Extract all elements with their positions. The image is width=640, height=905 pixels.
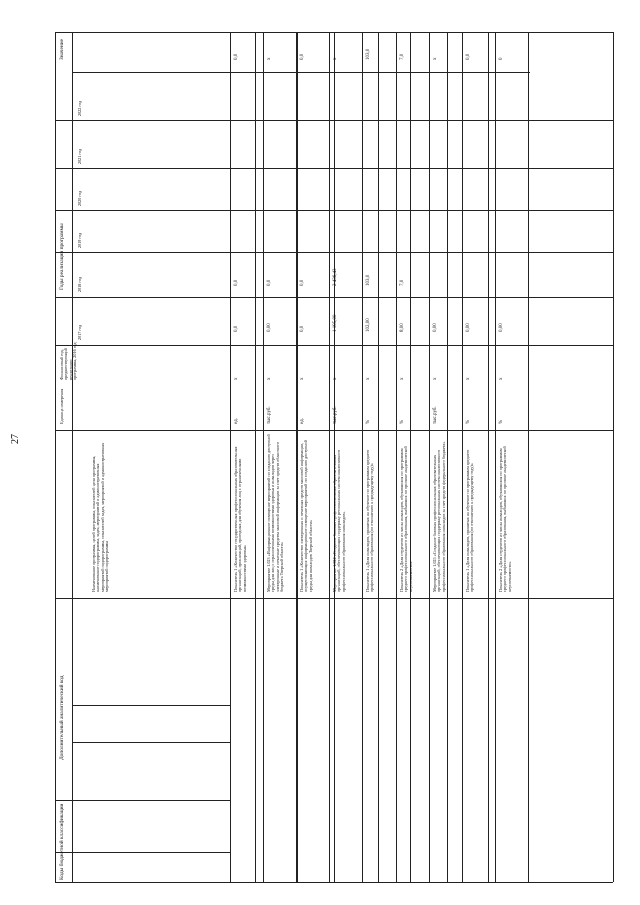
year-2019-header: 2019 год xyxy=(77,232,82,248)
row-text: Мероприятие 1.024 «Создание базовых профессиональных образовательных организаций, обеспечивающих поддержку региональных систем инклюзивного профессионального образования инвалидов» xyxy=(332,449,347,592)
row-target: 0,0 xyxy=(300,53,306,60)
row-line xyxy=(55,598,613,599)
row-separator xyxy=(263,32,264,882)
row-line xyxy=(55,168,613,169)
row-2018: 0,0 xyxy=(234,279,239,286)
row-unit: ед. xyxy=(234,418,239,424)
row-target: 0,0 xyxy=(465,53,471,60)
row-text: Мероприятие 1.023 «Информационное освещение мероприятий по созданию доступной среды для лиц с ограниченными возможностями здоровья и инвалидов через электронные и печатные средства массовой информации за счет средств областного бюджета Тверской области» xyxy=(266,434,285,592)
row-target: 0 xyxy=(498,57,504,60)
row-separator xyxy=(230,32,231,882)
row-2017: 102,00 xyxy=(366,318,372,332)
page-number: 27 xyxy=(10,434,21,444)
row-fin: x xyxy=(498,377,504,380)
row-text: Показатель 1 «Доля инвалидов, принятых на обучение по программам среднего профессионального образования (по отношению к предыдущему году)» xyxy=(464,449,475,592)
row-fin: x xyxy=(267,377,273,380)
row-text: Мероприятие 1.025 «Создание базовых профессиональных образовательных организаций, обеспечивающих поддержку региональных систем инклюзивного профессионального образования инвалидов за счет средств федерального бюджета» xyxy=(431,441,446,592)
row-separator xyxy=(495,32,496,882)
row-fin: x xyxy=(432,377,438,380)
row-target: 103,0 xyxy=(366,48,372,60)
row-fin: x xyxy=(366,377,372,380)
row-target: x xyxy=(267,57,273,60)
row-separator xyxy=(329,32,330,882)
unit-header: Единица измерения xyxy=(59,388,64,424)
row-separator xyxy=(396,32,397,882)
table-border-right xyxy=(613,32,614,882)
row-2018: 7,0 xyxy=(399,279,405,286)
year-2022-header: 2022 год xyxy=(77,100,82,116)
row-line xyxy=(72,742,230,743)
row-line xyxy=(55,297,613,298)
row-separator xyxy=(296,32,297,882)
row-text: Показатель 1 «Количество государственных профессиональных образовательных организаций, организаций, пригодных для обучения лиц с ограниченными возможностями здоровья» xyxy=(233,446,247,592)
row-line xyxy=(55,120,613,121)
years-group-header: Годы реализации программы xyxy=(59,223,65,290)
row-line xyxy=(55,210,613,211)
row-target: x xyxy=(432,57,438,60)
row-2017: 0,00 xyxy=(498,323,504,332)
col-line xyxy=(447,32,448,882)
row-2017: 0,00 xyxy=(432,323,438,332)
row-unit: % xyxy=(498,419,504,424)
target-header: Значение xyxy=(59,38,65,60)
row-2017: 0,00 xyxy=(267,323,273,332)
row-unit: % xyxy=(399,419,405,424)
row-target: 7,0 xyxy=(399,53,405,60)
row-separator xyxy=(462,32,463,882)
row-2017: 1 195,00 xyxy=(333,314,339,332)
row-unit: % xyxy=(366,419,372,424)
row-fin: x xyxy=(465,377,471,380)
row-unit: тыс.руб. xyxy=(333,406,339,424)
row-fin: x xyxy=(333,377,339,380)
table-border-left xyxy=(55,32,56,882)
row-text: Показатель 2 «Доля студентов из числа инвалидов, обучавшихся по программам среднего профессионального образования, выбывших по причине академической неуспеваемости» xyxy=(497,446,512,592)
program-name-header: Наименование программы, целей программы, показателей цели программы, наименование подпрограммы, задач, мероприятий и административных мероприятий подпрограммы, показателей задач, мероприятий и административных мероприятий подпрограммы xyxy=(91,442,110,592)
additional-classifier-label: Дополнительный аналитический код xyxy=(59,675,65,760)
classification-codes-label: Коды бюджетной классификации xyxy=(59,803,65,880)
year-2020-header: 2020 год xyxy=(77,190,82,206)
row-2018: 103,0 xyxy=(366,274,372,286)
row-fin: x xyxy=(234,377,239,380)
row-2017: 0,0 xyxy=(300,325,306,332)
row-line xyxy=(72,705,230,706)
row-unit: тыс.руб. xyxy=(267,406,273,424)
fin-year-header: Финансовый год, предшествующий реализации программы, 2016 год xyxy=(59,342,78,380)
row-target: 0,0 xyxy=(234,53,239,60)
col-line xyxy=(378,32,379,882)
row-target: x xyxy=(333,57,339,60)
row-fin: x xyxy=(300,377,306,380)
table-border-bottom xyxy=(55,882,613,883)
row-line xyxy=(55,852,230,853)
row-unit: % xyxy=(465,419,471,424)
row-separator xyxy=(362,32,363,882)
col-line xyxy=(72,32,73,882)
row-2018: 0,0 xyxy=(300,279,306,286)
row-2018: 2 436,43 xyxy=(333,268,339,286)
year-2021-header: 2021 год xyxy=(77,148,82,164)
row-2017: 0,0 xyxy=(234,325,239,332)
row-line xyxy=(55,345,613,346)
row-fin: x xyxy=(399,377,405,380)
row-line xyxy=(55,800,230,801)
row-text: Показатель 1 «Доля инвалидов, принятых на обучение по программам среднего профессионального образования (по отношению к предыдущему году)» xyxy=(365,449,375,592)
year-2017-header: 2017 год xyxy=(77,324,82,340)
row-separator xyxy=(429,32,430,882)
col-line xyxy=(488,32,489,882)
row-text: Показатель 2 «Доля студентов из числа инвалидов, обучавшихся по программам среднего профессионального образования, выбывших по причине академической неуспеваемости» xyxy=(398,446,413,592)
row-2017: 8,00 xyxy=(399,323,405,332)
row-2017: 0,00 xyxy=(465,323,471,332)
row-unit: тыс.руб. xyxy=(432,406,438,424)
row-line xyxy=(55,430,613,431)
row-line xyxy=(55,252,613,253)
row-2018: 0,0 xyxy=(267,279,273,286)
row-unit: ед. xyxy=(300,418,306,424)
row-text: Показатель 1 «Количество электронных и печатных средств массовой информации, осуществляющих информационное освещение мероприятий по созданию доступной среды для инвалидов Тверской области» xyxy=(299,440,314,592)
year-2018-header: 2018 год xyxy=(77,276,82,292)
col-line xyxy=(528,32,529,882)
col-line xyxy=(255,32,256,882)
